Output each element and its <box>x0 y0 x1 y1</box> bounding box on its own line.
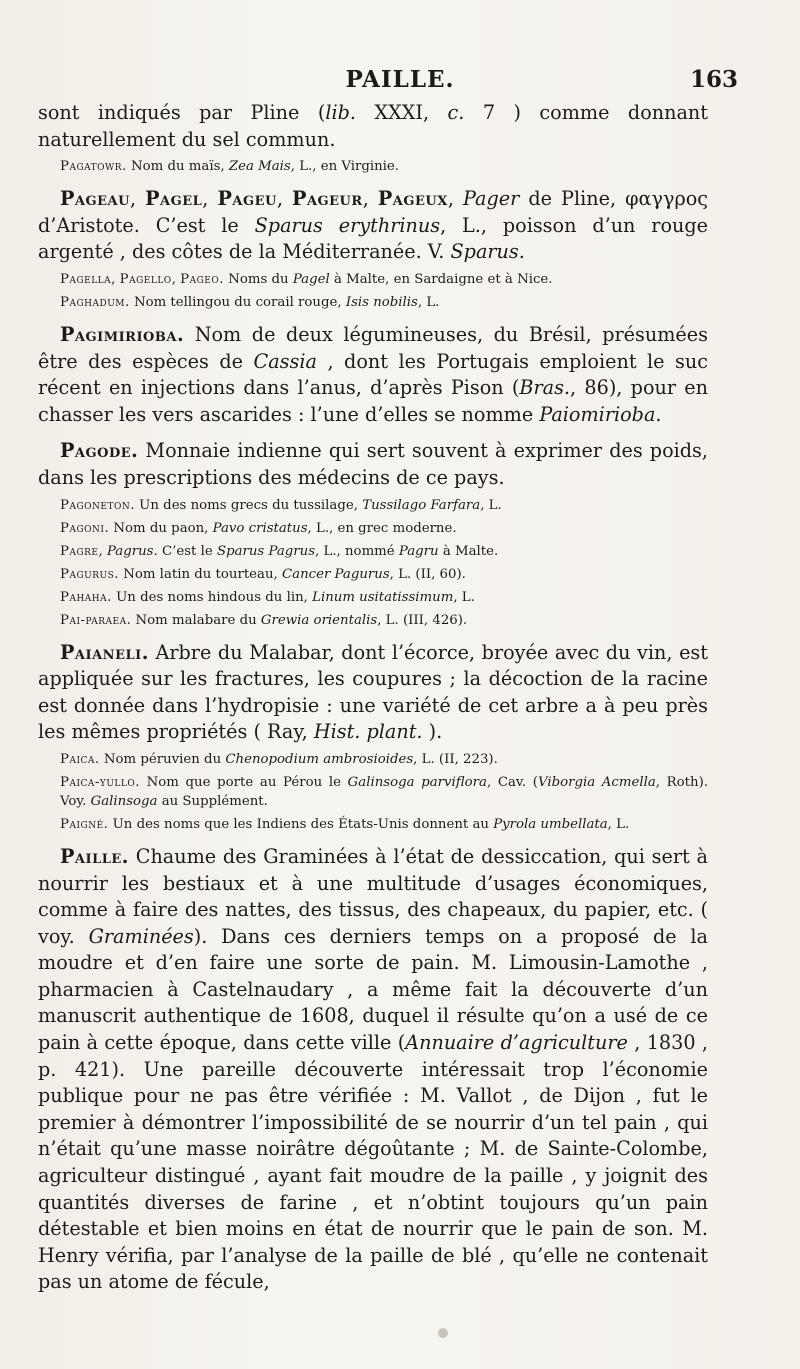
entry-headword: Pagre <box>60 543 99 559</box>
minor-entry-paragraph <box>38 773 708 811</box>
text-run: , L. <box>607 816 630 832</box>
entry-headword: Pageux <box>377 187 448 211</box>
minor-entry-paragraph <box>38 565 708 584</box>
text-run: Chaume des Graminées à l’état de dessiccation, qui sert à nourrir les bestiaux et à une multitude d’usages économiques, comme à faire des nattes, des tissus, des chapeaux, du papier, etc. ( voy. <box>38 844 708 948</box>
italic-text: Isis nobilis <box>345 294 418 310</box>
text-run: , L. <box>417 294 440 310</box>
entry-headword: Pagel <box>145 187 203 211</box>
text-run: Nom péruvien du <box>99 751 226 767</box>
minor-entry-paragraph <box>38 750 708 769</box>
text-run: , 1830 , p. 421). Une pareille découverte intéressait trop l’économie publique pour ne pas être vérifiée : M. Vallot , de Dijon , fut le premier à démontrer l’impossibilité de se nourrir d’un tel pain , qui n’était qu’une masse noirâtre dégoûtante ; M. de Sainte-Colombe, agriculteur distingué , ayant fait moudre de la paille , y joignit des quantités diverses de farine , et n’obtint toujours qu’un pain détestable et bien moins en état de nourrir que le pain de son. M. Henry vérifia, par l’analyse de la paille de blé , qu’elle ne contenait pas un atome de fécule, <box>38 1031 709 1294</box>
text-run: , Cav. ( <box>486 774 538 790</box>
entry-headword: Pagode. <box>60 439 139 463</box>
minor-entry-paragraph <box>38 611 708 630</box>
italic-text: Cancer Pagurus <box>281 566 390 582</box>
italic-text: Graminées <box>88 924 194 948</box>
text-run: de Pline, φαγγρος d’Aristote. C’est le <box>38 187 709 237</box>
entry-headword: Paigné. <box>60 816 109 832</box>
entry-headword: Paghadum. <box>60 294 130 310</box>
entry-headword: Pagoni. <box>60 520 110 536</box>
text-run: à Malte. <box>438 543 499 559</box>
italic-text: Zea Mais <box>228 159 291 175</box>
text-run: ). <box>422 720 443 744</box>
italic-text: Grewia orientalis <box>260 612 378 628</box>
text-run: , L. (II, 60). <box>389 566 466 582</box>
main-entry-paragraph <box>38 640 708 746</box>
running-title: PAILLE. <box>345 66 455 93</box>
entry-headword: Pagella <box>60 271 112 287</box>
ink-smudge <box>438 1328 448 1338</box>
main-entry-paragraph <box>38 844 708 1296</box>
text-run: sont indiqués par Pline ( <box>38 101 326 124</box>
text-run: , L. <box>480 497 502 513</box>
text-run: 7 ) comme donnant naturellement du sel commun. <box>38 101 708 151</box>
minor-entry-paragraph <box>38 542 708 561</box>
italic-text: Chenopodium ambrosioides <box>225 751 414 767</box>
entry-headword: Paianeli. <box>60 640 149 664</box>
italic-text: Sparus. <box>450 240 525 264</box>
text-run: , <box>171 271 181 287</box>
minor-entry-paragraph <box>38 519 708 538</box>
italic-text: Pagru <box>398 543 439 559</box>
entry-headword: Pagurus. <box>60 566 119 582</box>
text-run: Nom de deux légumineuses, du Brésil, présumées être des espèces de <box>38 322 708 373</box>
entry-headword: Pagimirioba. <box>60 322 185 346</box>
entry-headword: Pagoneton. <box>60 497 135 513</box>
text-run: , L. (II, 223). <box>413 751 498 767</box>
minor-entry-paragraph <box>38 496 708 515</box>
minor-entry-paragraph <box>38 588 708 607</box>
text-run: , <box>111 271 120 287</box>
text-run: à Malte, en Sardaigne et à Nice. <box>329 271 553 287</box>
italic-text: Pagel <box>292 271 330 287</box>
italic-text: Sparus Pagrus <box>216 543 316 559</box>
text-run: Nom que porte au Pérou le <box>139 774 348 790</box>
minor-entry-paragraph <box>38 270 708 289</box>
text-run: , dont les Portugais emploient le suc récent en injections dans l’anus, d’après Pison ( <box>38 349 708 400</box>
main-entry-paragraph <box>38 100 708 153</box>
text-run: , L., poisson d’un rouge argenté , des côtes de la Méditerranée. V. <box>38 213 709 264</box>
italic-text: Sparus erythrinus <box>254 213 441 237</box>
italic-text: Viborgia Acmella <box>537 774 656 790</box>
italic-text: Annuaire d’agriculture <box>405 1031 628 1055</box>
text-run: , L. (III, 426). <box>377 612 468 628</box>
text-run: , L., en Virginie. <box>290 159 400 175</box>
main-entry-paragraph <box>38 438 708 491</box>
running-header <box>0 64 800 100</box>
text-run: , L. <box>453 589 475 605</box>
text-run: C’est le <box>157 543 217 559</box>
text-run: , L., nommé <box>315 543 399 559</box>
italic-text: Pager <box>462 187 520 211</box>
minor-entry-paragraph <box>38 293 708 312</box>
text-run: Nom du maïs, <box>126 159 229 175</box>
text-run: , Roth). Voy. <box>60 774 708 809</box>
italic-text: Paiomirioba. <box>539 402 662 426</box>
text-run: , <box>202 187 218 211</box>
entry-headword: Pagello <box>119 271 172 287</box>
text-run: , <box>98 543 107 559</box>
text-run: XXXI, <box>355 101 448 124</box>
text-run: Monnaie indienne qui sert souvent à exprimer des poids, dans les prescriptions des médecins de ce pays. <box>38 439 708 489</box>
italic-text: Pavo cristatus <box>212 520 308 536</box>
entry-headword: Paille. <box>60 844 129 868</box>
italic-text: Hist. plant. <box>313 720 423 744</box>
text-run: , <box>362 187 378 211</box>
italic-text: Galinsoga <box>90 793 158 809</box>
minor-entry-paragraph <box>38 157 708 176</box>
main-entry-paragraph <box>38 322 708 428</box>
main-entry-paragraph <box>38 186 708 266</box>
italic-text: c. <box>447 101 465 124</box>
entry-headword: Pagatowr. <box>60 159 127 175</box>
text-run: Arbre du Malabar, dont l’écorce, broyée avec du vin, est appliquée sur les fractures, les coupures ; la décoction de la racine est donnée dans l’hydropisie : une variété de cet arbre a à peu près les mêmes propriétés ( Ray, <box>38 640 708 744</box>
text-run: Nom tellingou du corail rouge, <box>129 294 346 310</box>
text-run: Nom malabare du <box>131 612 261 628</box>
italic-text: Galinsoga parviflora <box>347 774 487 790</box>
entry-headword: Pageau <box>60 187 130 211</box>
text-run: , L., en grec moderne. <box>307 520 457 536</box>
text-run: , <box>447 187 463 211</box>
entry-headword: Paica. <box>60 751 100 767</box>
text-run: Un des noms grecs du tussilage, <box>134 497 363 513</box>
italic-text: lib. <box>325 101 356 124</box>
entry-headword: Pai-paraea. <box>60 612 132 628</box>
text-run: , <box>129 187 146 211</box>
page-number: 163 <box>689 66 738 93</box>
entry-headword: Pageu <box>217 187 277 211</box>
text-run: Un des noms que les Indiens des États-Unis donnent au <box>108 816 494 832</box>
text-run: , 86), pour en chasser les vers ascarides : l’une d’elles se nomme <box>38 376 708 426</box>
entry-headword: Pahaha. <box>60 589 112 605</box>
italic-text: Pagrus. <box>106 543 158 559</box>
entry-headword: Pageo. <box>180 271 224 287</box>
italic-text: Linum usitatissimum <box>312 589 454 605</box>
entry-headword: Paica-yullo. <box>60 774 140 790</box>
italic-text: Bras. <box>519 376 571 400</box>
page-text <box>38 100 708 1296</box>
italic-text: Pyrola umbellata <box>493 816 608 832</box>
text-run: au Supplément. <box>157 793 268 809</box>
text-run: Un des noms hindous du lin, <box>111 589 313 605</box>
text-run: ). Dans ces derniers temps on a proposé de la moudre et d’en faire une sorte de pain. M. Limousin-Lamothe , pharmacien à Castelnaudary , a même fait la découverte d’un manuscrit authentique de 1608, duquel il résulte qu’on a usé de ce pain à cette époque, dans cette ville ( <box>38 924 708 1055</box>
text-run: Nom du paon, <box>109 520 213 536</box>
entry-headword: Pageur <box>292 187 363 211</box>
minor-entry-paragraph <box>38 815 708 834</box>
text-run: Nom latin du tourteau, <box>118 566 282 582</box>
text-run: Noms du <box>223 271 293 287</box>
text-run: , <box>276 187 293 211</box>
italic-text: Tussilago Farfara <box>362 497 481 513</box>
italic-text: Cassia <box>253 349 317 373</box>
